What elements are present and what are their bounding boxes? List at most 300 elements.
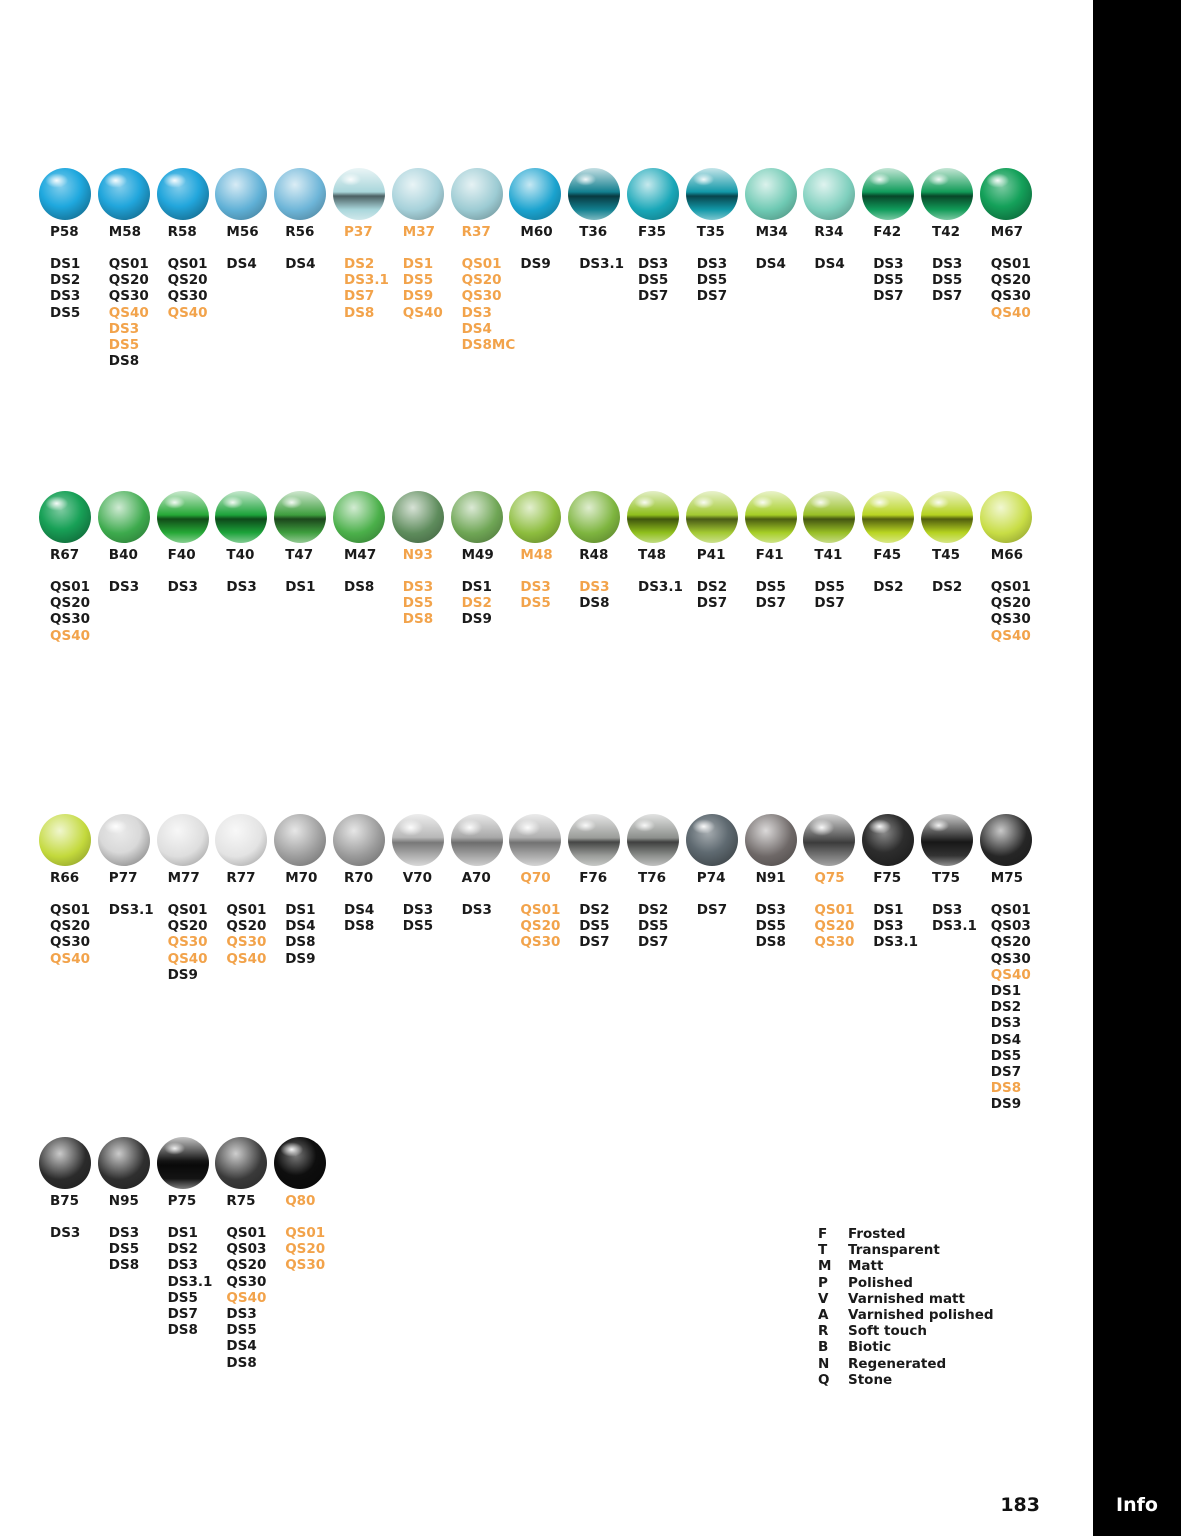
swatch-code: N91 (755, 870, 786, 886)
variant-code: QS01 (990, 256, 1031, 272)
swatch-variant-list (403, 579, 465, 628)
variant-code: QS20 (167, 918, 208, 935)
swatch-variant-list (226, 256, 288, 272)
color-swatch-sphere (215, 168, 267, 220)
variant-code: QS01 (50, 579, 90, 595)
variant-code: QS40 (402, 304, 443, 321)
color-swatch-sphere (451, 168, 503, 220)
legend-label: Soft touch (848, 1323, 927, 1340)
variant-code: DS7 (579, 934, 610, 951)
variant-code: DS1 (285, 579, 316, 595)
color-swatch-sphere (39, 1137, 91, 1189)
variant-code: DS3 (696, 256, 728, 272)
page-number: 183 (1000, 1494, 1040, 1516)
variant-code: DS3.1 (873, 934, 919, 951)
variant-code: DS3 (167, 1257, 198, 1274)
color-swatch-sphere (745, 168, 797, 220)
variant-code: QS30 (990, 950, 1031, 967)
variant-code: QS40 (50, 627, 90, 644)
legend-label: Varnished polished (848, 1307, 994, 1324)
variant-code: DS3 (108, 579, 140, 595)
variant-code: QS03 (226, 1241, 267, 1258)
legend-label: Varnished matt (848, 1290, 965, 1307)
color-swatch-sphere (568, 168, 620, 220)
swatch-variant-list (226, 902, 288, 967)
swatch-variant-list (403, 256, 465, 321)
variant-code: DS3 (167, 579, 198, 595)
variant-code: DS8 (344, 918, 375, 935)
variant-code: DS3 (50, 288, 81, 305)
variant-code: DS4 (226, 1338, 257, 1355)
swatch-variant-list (520, 902, 582, 951)
variant-code: DS3.1 (108, 902, 154, 918)
variant-code: DS4 (461, 320, 492, 337)
color-swatch-sphere (980, 814, 1032, 866)
swatch-code: R48 (579, 547, 609, 563)
swatch-code: P41 (696, 547, 726, 563)
variant-code: DS3.1 (167, 1273, 213, 1290)
variant-code: DS8 (108, 353, 140, 370)
color-swatch-sphere (274, 491, 326, 543)
variant-code: DS7 (638, 288, 669, 305)
variant-code: DS8 (344, 579, 375, 595)
variant-code: DS9 (167, 966, 198, 983)
color-swatch-sphere (274, 814, 326, 866)
variant-code: DS5 (638, 272, 669, 289)
variant-code: DS7 (344, 288, 375, 305)
variant-code: DS3 (638, 256, 669, 272)
variant-code: QS30 (990, 611, 1031, 628)
variant-code: DS7 (873, 288, 904, 305)
variant-code: DS2 (461, 595, 492, 612)
legend-label: Transparent (848, 1242, 940, 1259)
variant-code: DS3.1 (579, 256, 625, 272)
swatch-variant-list (756, 902, 818, 951)
variant-code: DS5 (696, 272, 728, 289)
variant-code: QS01 (285, 1225, 326, 1241)
variant-code: DS3.1 (638, 579, 683, 595)
variant-code: DS3 (873, 918, 904, 935)
variant-code: DS5 (579, 918, 610, 935)
variant-code: DS7 (696, 288, 728, 305)
swatch-variant-list (991, 902, 1053, 1113)
variant-code: QS40 (226, 950, 267, 967)
swatch-variant-list (814, 256, 876, 272)
variant-code: QS20 (285, 1241, 326, 1258)
variant-code: DS4 (755, 256, 786, 272)
color-swatch-sphere (157, 814, 209, 866)
swatch-variant-list (814, 902, 876, 951)
swatch-variant-list (579, 902, 641, 951)
swatch-variant-list (168, 1225, 230, 1338)
variant-code: DS2 (873, 579, 904, 595)
variant-code: DS4 (344, 902, 375, 918)
swatch-code: F42 (873, 224, 902, 240)
swatch-code: F35 (638, 224, 667, 240)
swatch-code: P58 (50, 224, 79, 240)
variant-code: DS2 (990, 999, 1022, 1016)
variant-code: QS30 (461, 288, 502, 305)
swatch-code: P77 (108, 870, 138, 886)
swatch-variant-list (638, 256, 700, 305)
color-swatch-sphere (215, 814, 267, 866)
variant-code: QS30 (167, 934, 208, 951)
swatch-code: Q80 (285, 1193, 316, 1209)
variant-code: DS3 (755, 902, 786, 918)
variant-code: DS5 (932, 272, 963, 289)
swatch-variant-list (991, 579, 1053, 644)
color-swatch-sphere (392, 491, 444, 543)
legend-row (818, 1291, 994, 1307)
legend-label: Regenerated (848, 1355, 947, 1372)
swatch-variant-list (109, 1225, 171, 1274)
variant-code: DS9 (285, 950, 316, 967)
variant-code: QS01 (108, 256, 149, 272)
color-swatch-sphere (686, 491, 738, 543)
variant-code: QS40 (990, 627, 1031, 644)
color-swatch-sphere (862, 168, 914, 220)
swatch-variant-list (344, 579, 406, 595)
swatch-variant-list (873, 579, 935, 595)
legend-label: Stone (848, 1371, 893, 1388)
variant-code: QS20 (50, 918, 90, 935)
variant-code: QS30 (226, 934, 267, 951)
variant-code: DS1 (285, 902, 316, 918)
variant-code: QS30 (226, 1273, 267, 1290)
variant-code: QS20 (520, 918, 561, 935)
variant-code: DS3 (402, 579, 434, 595)
color-swatch-sphere (98, 491, 150, 543)
color-swatch-sphere (921, 168, 973, 220)
legend-row (818, 1242, 994, 1258)
color-swatch-sphere (980, 168, 1032, 220)
legend-letter: B (818, 1339, 829, 1356)
color-swatch-sphere (333, 491, 385, 543)
variant-code: DS7 (638, 934, 669, 951)
swatch-code: M67 (990, 224, 1024, 240)
variant-code: DS5 (167, 1289, 198, 1306)
variant-code: DS5 (814, 579, 845, 595)
variant-code: QS01 (814, 902, 855, 918)
swatch-variant-list (50, 579, 112, 644)
legend-label: Biotic (848, 1339, 892, 1356)
variant-code: QS30 (814, 934, 855, 951)
swatch-code: A70 (461, 870, 491, 886)
swatch-variant-list (814, 579, 876, 611)
swatch-code: M56 (226, 224, 259, 240)
variant-code: DS7 (990, 1064, 1022, 1081)
variant-code: DS1 (873, 902, 904, 918)
color-swatch-sphere (921, 814, 973, 866)
swatch-variant-list (109, 902, 171, 918)
swatch-code: R58 (167, 224, 197, 240)
swatch-code: R77 (226, 870, 256, 886)
color-swatch-sphere (215, 491, 267, 543)
swatch-variant-list (109, 256, 171, 369)
variant-code: DS3 (226, 579, 257, 595)
variant-code: DS8 (402, 611, 434, 628)
color-swatch-sphere (509, 491, 561, 543)
variant-code: DS5 (755, 579, 786, 595)
swatch-variant-list (756, 256, 818, 272)
variant-code: QS01 (50, 902, 90, 918)
swatch-variant-list (462, 579, 524, 628)
swatch-variant-list (403, 902, 465, 934)
variant-code: QS30 (520, 934, 561, 951)
swatch-code: R56 (285, 224, 315, 240)
variant-code: DS1 (990, 983, 1022, 1000)
variant-code: QS01 (520, 902, 561, 918)
color-swatch-sphere (451, 814, 503, 866)
variant-code: QS30 (990, 288, 1031, 305)
variant-code: QS20 (990, 595, 1031, 612)
swatch-variant-list (168, 579, 230, 595)
swatch-code: T42 (932, 224, 960, 240)
swatch-code: R70 (344, 870, 374, 886)
variant-code: DS3 (520, 579, 551, 595)
variant-code: DS3 (932, 256, 963, 272)
color-swatch-sphere (627, 168, 679, 220)
variant-code: QS20 (461, 272, 502, 289)
swatch-variant-list (697, 256, 759, 305)
variant-code: DS9 (520, 256, 551, 272)
variant-code: QS01 (226, 1225, 267, 1241)
swatch-variant-list (638, 902, 700, 951)
swatch-code: T75 (932, 870, 960, 886)
swatch-variant-list (873, 256, 935, 305)
swatch-code: R75 (226, 1193, 256, 1209)
color-swatch-sphere (803, 168, 855, 220)
swatch-code: F45 (873, 547, 902, 563)
swatch-variant-list (520, 579, 582, 611)
legend-row (818, 1323, 994, 1339)
variant-code: DS3 (108, 1225, 140, 1241)
swatch-variant-list (462, 256, 524, 353)
variant-code: DS5 (638, 918, 669, 935)
swatch-code: N93 (402, 547, 433, 563)
variant-code: DS2 (50, 272, 81, 289)
variant-code: DS4 (990, 1031, 1022, 1048)
variant-code: DS8MC (461, 337, 516, 354)
swatch-variant-list (226, 1225, 288, 1371)
variant-code: QS40 (990, 966, 1031, 983)
swatch-code: Q70 (520, 870, 551, 886)
swatch-code: R34 (814, 224, 844, 240)
color-swatch-sphere (39, 168, 91, 220)
legend-row (818, 1356, 994, 1372)
color-swatch-sphere (921, 491, 973, 543)
variant-code: DS7 (932, 288, 963, 305)
legend-letter: V (818, 1290, 829, 1307)
swatch-code: M48 (520, 547, 553, 563)
variant-code: QS20 (990, 934, 1031, 951)
color-swatch-sphere (157, 1137, 209, 1189)
swatch-variant-list (756, 579, 818, 611)
finish-legend (818, 1226, 994, 1388)
variant-code: QS01 (167, 256, 208, 272)
swatch-code: T48 (638, 547, 666, 563)
variant-code: DS8 (755, 934, 786, 951)
swatch-code: N95 (108, 1193, 139, 1209)
variant-code: DS5 (402, 595, 434, 612)
legend-label: Frosted (848, 1226, 906, 1242)
swatch-code: T35 (696, 224, 725, 240)
swatch-code: M37 (402, 224, 436, 240)
variant-code: DS5 (50, 304, 81, 321)
legend-row (818, 1307, 994, 1323)
color-swatch-sphere (803, 491, 855, 543)
variant-code: QS40 (50, 950, 90, 967)
variant-code: DS5 (873, 272, 904, 289)
swatch-variant-list (873, 902, 935, 951)
swatch-code: M70 (285, 870, 318, 886)
variant-code: QS30 (50, 611, 90, 628)
swatch-code: M47 (344, 547, 377, 563)
color-swatch-sphere (745, 491, 797, 543)
color-swatch-sphere (862, 814, 914, 866)
swatch-variant-list (285, 579, 347, 595)
color-swatch-sphere (568, 491, 620, 543)
variant-code: QS30 (108, 288, 149, 305)
variant-code: DS5 (226, 1322, 257, 1339)
variant-code: DS9 (402, 288, 434, 305)
swatch-variant-list (50, 902, 112, 967)
swatch-code: T45 (932, 547, 960, 563)
variant-code: QS20 (50, 595, 90, 612)
color-swatch-sphere (98, 814, 150, 866)
variant-code: QS01 (990, 902, 1031, 918)
swatch-variant-list (579, 256, 641, 272)
variant-code: DS3 (932, 902, 963, 918)
variant-code: DS5 (755, 918, 786, 935)
color-swatch-sphere (39, 814, 91, 866)
color-swatch-sphere (274, 168, 326, 220)
variant-code: DS5 (990, 1047, 1022, 1064)
swatch-variant-list (697, 902, 759, 918)
variant-code: QS20 (167, 272, 208, 289)
color-swatch-sphere (509, 814, 561, 866)
legend-row (818, 1258, 994, 1274)
swatch-variant-list (932, 256, 994, 305)
swatch-variant-list (285, 1225, 347, 1274)
swatch-variant-list (168, 256, 230, 321)
color-swatch-sphere (627, 491, 679, 543)
swatch-code: R37 (461, 224, 491, 240)
color-swatch-sphere (157, 168, 209, 220)
color-swatch-sphere (39, 491, 91, 543)
variant-code: DS3 (461, 902, 492, 918)
legend-letter: Q (818, 1371, 830, 1388)
variant-code: DS4 (285, 918, 316, 935)
color-swatch-sphere (686, 168, 738, 220)
variant-code: DS4 (285, 256, 316, 272)
variant-code: DS3 (226, 1306, 257, 1323)
swatch-code: P74 (696, 870, 726, 886)
variant-code: DS7 (167, 1306, 198, 1323)
variant-code: DS8 (990, 1080, 1022, 1097)
variant-code: DS1 (402, 256, 434, 272)
variant-code: DS8 (108, 1257, 140, 1274)
swatch-code: R66 (50, 870, 80, 886)
variant-code: DS2 (696, 579, 728, 595)
legend-letter: P (818, 1274, 828, 1291)
swatch-variant-list (991, 256, 1053, 321)
color-swatch-sphere (745, 814, 797, 866)
color-swatch-sphere (627, 814, 679, 866)
variant-code: DS2 (932, 579, 963, 595)
swatch-code: F76 (579, 870, 608, 886)
variant-code: DS1 (461, 579, 492, 595)
color-swatch-sphere (686, 814, 738, 866)
swatch-code: M58 (108, 224, 142, 240)
variant-code: DS8 (579, 595, 610, 612)
swatch-code: V70 (402, 870, 433, 886)
color-swatch-sphere (568, 814, 620, 866)
color-swatch-sphere (98, 168, 150, 220)
variant-code: DS5 (108, 337, 140, 354)
color-swatch-sphere (215, 1137, 267, 1189)
variant-code: QS01 (167, 902, 208, 918)
swatch-variant-list (168, 902, 230, 983)
variant-code: QS40 (167, 304, 208, 321)
swatch-variant-list (109, 579, 171, 595)
color-swatch-sphere (392, 814, 444, 866)
variant-code: DS1 (50, 256, 81, 272)
variant-code: DS2 (638, 902, 669, 918)
swatch-code: T40 (226, 547, 255, 563)
variant-code: DS3 (50, 1225, 81, 1241)
swatch-code: T76 (638, 870, 666, 886)
color-swatch-sphere (980, 491, 1032, 543)
legend-row (818, 1339, 994, 1355)
variant-code: DS7 (814, 595, 845, 612)
variant-code: DS4 (226, 256, 257, 272)
variant-code: QS01 (461, 256, 502, 272)
legend-row (818, 1372, 994, 1388)
variant-code: QS01 (990, 579, 1031, 595)
variant-code: DS8 (226, 1354, 257, 1371)
variant-code: QS40 (226, 1289, 267, 1306)
swatch-code: P37 (344, 224, 373, 240)
swatch-variant-list (285, 256, 347, 272)
legend-letter: T (818, 1242, 828, 1259)
variant-code: QS40 (167, 950, 208, 967)
variant-code: QS03 (990, 918, 1031, 935)
swatch-code: M66 (990, 547, 1024, 563)
legend-letter: F (818, 1226, 828, 1242)
color-swatch-sphere (509, 168, 561, 220)
variant-code: DS2 (167, 1241, 198, 1258)
variant-code: QS20 (226, 918, 267, 935)
variant-code: DS8 (167, 1322, 198, 1339)
variant-code: DS3 (108, 320, 140, 337)
swatch-code: M60 (520, 224, 553, 240)
swatch-code: M49 (461, 547, 494, 563)
swatch-code: M77 (167, 870, 200, 886)
swatch-variant-list (344, 256, 406, 321)
variant-code: DS8 (344, 304, 375, 321)
color-swatch-sphere (451, 491, 503, 543)
swatch-code: T41 (814, 547, 843, 563)
color-swatch-sphere (333, 168, 385, 220)
swatch-code: Q75 (814, 870, 845, 886)
variant-code: DS2 (344, 256, 375, 272)
variant-code: DS4 (814, 256, 845, 272)
variant-code: DS5 (520, 595, 551, 612)
variant-code: QS01 (226, 902, 267, 918)
swatch-variant-list (579, 579, 641, 611)
swatch-variant-list (697, 579, 759, 611)
